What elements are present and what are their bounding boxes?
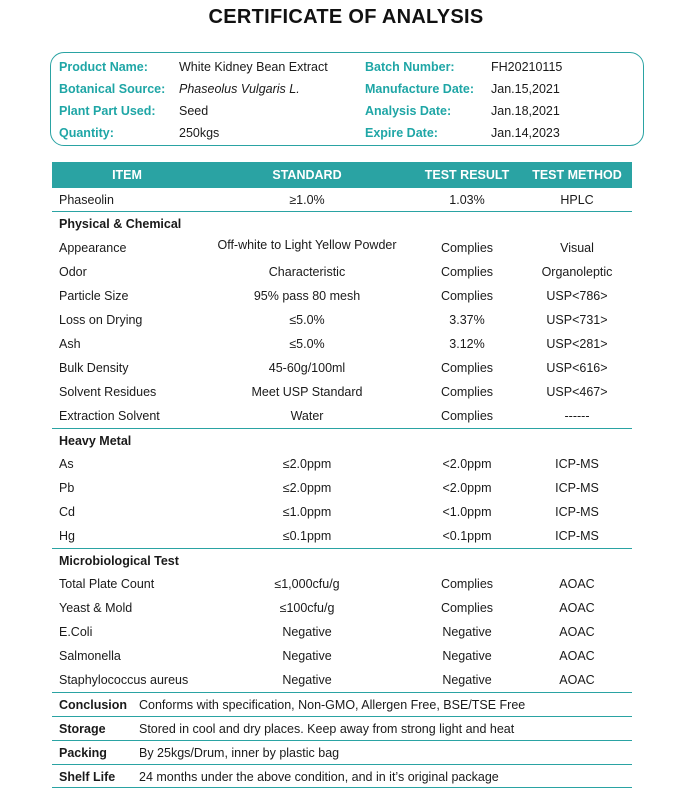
row-method: AOAC <box>559 673 595 687</box>
plant-part-label: Plant Part Used: <box>59 104 156 118</box>
row-method: ICP-MS <box>555 481 599 495</box>
row-item: Yeast & Mold <box>59 601 133 615</box>
row-standard: Characteristic <box>268 265 346 279</box>
row-method: USP<467> <box>546 385 608 399</box>
row-item: Appearance <box>59 241 127 255</box>
row-result: Complies <box>440 265 494 279</box>
row-method: ------ <box>564 409 590 423</box>
product-info-box <box>50 52 644 146</box>
row-method: AOAC <box>559 601 595 615</box>
info-row <box>51 100 643 122</box>
row-item: Salmonella <box>59 649 121 663</box>
row-result: Complies <box>440 361 494 375</box>
quantity-label: Quantity: <box>59 126 114 140</box>
row-item: Extraction Solvent <box>59 409 160 423</box>
row-method: USP<281> <box>546 337 608 351</box>
batch-number-value: FH20210115 <box>491 60 563 74</box>
row-method: USP<731> <box>546 313 608 327</box>
storage-label: Storage <box>59 722 106 736</box>
row-standard: ≤0.1ppm <box>282 529 332 543</box>
table-row <box>52 188 632 212</box>
expire-date-label: Expire Date: <box>365 126 438 140</box>
row-standard: ≤100cfu/g <box>279 601 335 615</box>
row-method: ICP-MS <box>555 529 599 543</box>
section-title <box>52 548 632 572</box>
row-item: Odor <box>59 265 87 279</box>
row-result: Negative <box>442 673 492 687</box>
row-item: Solvent Residues <box>59 385 157 399</box>
row-result: Complies <box>440 385 494 399</box>
row-item: Hg <box>59 529 75 543</box>
row-result: 3.37% <box>449 313 485 327</box>
table-row <box>52 404 632 428</box>
row-result: <2.0ppm <box>442 481 492 495</box>
row-standard: ≤1.0ppm <box>282 505 332 519</box>
table-row <box>52 596 632 620</box>
section-title-text: Physical & Chemical <box>59 217 182 231</box>
shelf-life-label: Shelf Life <box>59 770 116 784</box>
batch-number-label: Batch Number: <box>365 60 455 74</box>
row-method: USP<786> <box>546 289 608 303</box>
row-standard: 45-60g/100ml <box>268 361 346 375</box>
row-result: Complies <box>440 241 494 255</box>
table-row <box>52 644 632 668</box>
row-result: <2.0ppm <box>442 457 492 471</box>
document-title: CERTIFICATE OF ANALYSIS <box>208 6 484 28</box>
conclusion-row <box>52 692 632 716</box>
table-row <box>52 452 632 476</box>
info-row <box>51 78 643 100</box>
row-item: Cd <box>59 505 75 519</box>
conclusion-label: Conclusion <box>59 698 128 712</box>
row-standard: ≤2.0ppm <box>282 481 332 495</box>
header-standard: STANDARD <box>272 168 342 182</box>
header-test-method: TEST METHOD <box>532 168 622 182</box>
row-method: AOAC <box>559 649 595 663</box>
row-standard: ≤5.0% <box>289 337 325 351</box>
section-title-text: Heavy Metal <box>59 434 132 448</box>
row-item: Staphylococcus aureus <box>59 673 189 687</box>
row-standard: ≥1.0% <box>289 193 325 207</box>
row-standard: Negative <box>282 625 332 639</box>
manufacture-date-value: Jan.15,2021 <box>491 82 560 96</box>
storage-value: Stored in cool and dry places. Keep away from strong light and heat <box>139 722 515 736</box>
quantity-value: 250kgs <box>179 126 220 140</box>
row-result: Complies <box>440 409 494 423</box>
table-header <box>52 162 632 188</box>
row-item: Particle Size <box>59 289 129 303</box>
header-test-result: TEST RESULT <box>424 168 510 182</box>
row-method: AOAC <box>559 625 595 639</box>
table-row <box>52 524 632 548</box>
table-row <box>52 308 632 332</box>
info-row <box>51 122 643 144</box>
botanical-source-label: Botanical Source: <box>59 82 166 96</box>
analysis-table <box>52 162 632 788</box>
table-row <box>52 236 632 260</box>
row-result: Negative <box>442 625 492 639</box>
packing-value: By 25kgs/Drum, inner by plastic bag <box>139 746 340 760</box>
row-result: 3.12% <box>449 337 485 351</box>
packing-row <box>52 740 632 764</box>
table-row <box>52 476 632 500</box>
row-result: <0.1ppm <box>442 529 492 543</box>
row-item: Loss on Drying <box>59 313 143 327</box>
row-result: Complies <box>440 601 494 615</box>
row-standard: Negative <box>282 673 332 687</box>
table-row <box>52 332 632 356</box>
shelf-life-row <box>52 764 632 788</box>
table-row <box>52 572 632 596</box>
product-name-label: Product Name: <box>59 60 148 74</box>
row-standard: Meet USP Standard <box>251 385 363 399</box>
row-standard: ≤2.0ppm <box>282 457 332 471</box>
row-method: Organoleptic <box>541 265 613 279</box>
row-item: Ash <box>59 337 81 351</box>
section-title <box>52 428 632 452</box>
product-name-value: White Kidney Bean Extract <box>179 60 328 74</box>
row-standard: Water <box>290 409 324 423</box>
expire-date-value: Jan.14,2023 <box>491 126 560 140</box>
analysis-date-label: Analysis Date: <box>365 104 452 118</box>
row-result: Complies <box>440 577 494 591</box>
shelf-life-value: 24 months under the above condition, and in it’s original package <box>139 770 499 784</box>
row-standard: ≤5.0% <box>289 313 325 327</box>
row-method: AOAC <box>559 577 595 591</box>
row-item: Bulk Density <box>59 361 129 375</box>
row-standard: ≤1,000cfu/g <box>274 577 340 591</box>
packing-label: Packing <box>59 746 107 760</box>
conclusion-value: Conforms with specification, Non-GMO, Allergen Free, BSE/TSE Free <box>139 698 526 712</box>
storage-row <box>52 716 632 740</box>
header-item: ITEM <box>112 168 142 182</box>
table-row <box>52 500 632 524</box>
row-method: Visual <box>560 241 594 255</box>
row-method: ICP-MS <box>555 505 599 519</box>
row-method: USP<616> <box>546 361 608 375</box>
table-row <box>52 356 632 380</box>
table-row <box>52 380 632 404</box>
row-item: Phaseolin <box>59 193 114 207</box>
table-row <box>52 284 632 308</box>
row-standard: 95% pass 80 mesh <box>253 289 361 303</box>
row-item: Total Plate Count <box>59 577 155 591</box>
row-standard: Negative <box>282 649 332 663</box>
table-row <box>52 260 632 284</box>
row-result: 1.03% <box>449 193 485 207</box>
row-result: <1.0ppm <box>442 505 492 519</box>
row-method: ICP-MS <box>555 457 599 471</box>
analysis-date-value: Jan.18,2021 <box>491 104 560 118</box>
row-standard: Off-white to Light Yellow Powder <box>217 238 397 252</box>
info-row <box>51 56 643 78</box>
table-row <box>52 668 632 692</box>
row-item: As <box>59 457 74 471</box>
row-result: Complies <box>440 289 494 303</box>
plant-part-value: Seed <box>179 104 209 118</box>
row-method: HPLC <box>560 193 594 207</box>
botanical-source-value: Phaseolus Vulgaris L. <box>179 82 300 96</box>
row-item: E.Coli <box>59 625 93 639</box>
row-result: Negative <box>442 649 492 663</box>
section-title-text: Microbiological Test <box>59 554 179 568</box>
manufacture-date-label: Manufacture Date: <box>365 82 475 96</box>
row-item: Pb <box>59 481 75 495</box>
table-row <box>52 620 632 644</box>
